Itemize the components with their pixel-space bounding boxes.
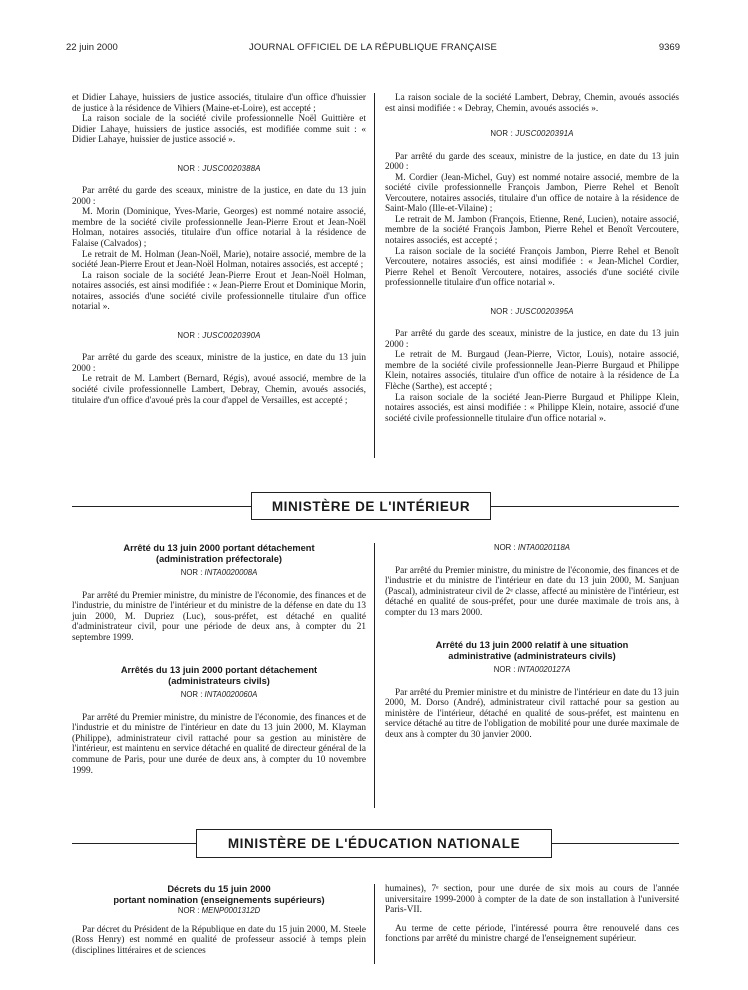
nor-reference xyxy=(72,906,366,917)
nor-code: INTA0020127A xyxy=(517,665,571,675)
nor-label: NOR : xyxy=(177,163,200,173)
paragraph: La raison sociale de la société civile professionnelle Noël Guittière et Didier Lahaye, huissiers de justice associés, est modifiée comme suit : « Didier Lahaye, huissier de justice associé ». xyxy=(72,114,366,146)
paragraph: humaines), 7ᵉ section, pour une durée de six mois au cours de l'année universitaire 1999-2000 à compter de la date de son installation à l'université Paris-VII. xyxy=(385,884,679,916)
paragraph: Par arrêté du Premier ministre, du ministre de l'économie, des finances et de l'industrie et du ministre de l'intérieur en date du 13 juin 2000, M. Klayman (Philippe), administrateur civil rattaché pour sa gestion au ministère de l'intérieur, est maintenu en service détaché en qualité de directeur général de la commune de Paris, pour une durée de deux ans, à compter du 10 novembre 1999. xyxy=(72,712,366,776)
interieur-left-column xyxy=(72,543,366,776)
nor-code: JUSC0020395A xyxy=(515,306,574,316)
nor-reference xyxy=(385,665,679,676)
paragraph: Par arrêté du Premier ministre, du ministre de l'économie, des finances et de l'industrie et du ministre de l'intérieur en date du 13 juin 2000, M. Sanjuan (Pascal), administrateur civil de 2ᵉ classe, affecté au ministère de l'intérieur, est détaché en qualité de sous-préfet, pour une durée maximale de trois ans, à compter du 13 mars 2000. xyxy=(385,565,679,618)
decree-heading-line: portant nomination (enseignements supérieurs) xyxy=(113,894,325,905)
paragraph: Par arrêté du garde des sceaux, ministre de la justice, en date du 13 juin 2000 : xyxy=(385,329,679,350)
paragraph: Par arrêté du garde des sceaux, ministre de la justice, en date du 13 juin 2000 : xyxy=(385,151,679,173)
paragraph: La raison sociale de la société François Jambon, Pierre Rehel et Benoît Vercoutere, notaires associés, est ainsi modifiée : « Jean-Michel Cordier, Pierre Rehel et Benoît Vercoutere, notaires, associés d'une société civile professionnelle titulaire d'un office notarial ». xyxy=(385,246,679,289)
decree-heading xyxy=(385,640,679,661)
nor-label: NOR : xyxy=(490,129,513,139)
decree-heading-line: Décrets du 15 juin 2000 xyxy=(167,884,271,894)
paragraph: Par arrêté du Premier ministre, du ministre de l'économie, des finances et de l'industrie, du ministre de l'intérieur et du ministre de la défense en date du 13 juin 2000, M. Dupriez (Luc), sous-préfet, est détaché en qualité d'administrateur civil, pour une période de deux ans, à compter du 21 septembre 1999. xyxy=(72,590,366,643)
nor-label: NOR : xyxy=(180,690,203,700)
nor-code: INTA0020060A xyxy=(204,690,258,700)
nor-reference xyxy=(72,568,366,579)
nor-label: NOR : xyxy=(493,665,516,675)
paragraph: Par arrêté du garde des sceaux, ministre de la justice, en date du 13 juin 2000 : xyxy=(72,353,366,374)
decree-heading-line: Arrêté du 13 juin 2000 relatif à une situation xyxy=(435,640,629,651)
paragraph: et Didier Lahaye, huissiers de justice associés, titulaire d'un office d'huissier de justice à la résidence de Vihiers (Maine-et-Loire), est accepté ; xyxy=(72,93,366,114)
nor-label: NOR : xyxy=(177,906,200,915)
paragraph: La raison sociale de la société Lambert, Debray, Chemin, avoués associés est ainsi modifiée : « Debray, Chemin, avoués associés ». xyxy=(385,93,679,114)
decree-heading xyxy=(72,665,366,686)
justice-right-column xyxy=(385,93,679,424)
education-left-column xyxy=(72,884,366,956)
column-divider xyxy=(374,543,375,808)
nor-code: JUSC0020388A xyxy=(202,163,261,173)
justice-left-column xyxy=(72,93,366,406)
ministry-heading-interieur: MINISTÈRE DE L'INTÉRIEUR xyxy=(251,492,491,520)
paragraph: M. Morin (Dominique, Yves-Marie, Georges) est nommé notaire associé, membre de la société civile professionnelle Jean-Pierre Erout et Jean-Noël Holman, notaires associés, titulaire d'un office notarial à la résidence de Falaise (Calvados) ; xyxy=(72,207,366,250)
paragraph: La raison sociale de la société Jean-Pierre Burgaud et Philippe Klein, notaires associés, est ainsi modifiée : « Philippe Klein, notaire, associé d'une société civile professionnelle titulaire d'un office notarial ». xyxy=(385,392,679,424)
nor-reference xyxy=(72,331,366,342)
nor-code: MENP0001312D xyxy=(201,906,261,915)
nor-label: NOR : xyxy=(180,568,203,577)
decree-heading-line: Arrêtés du 13 juin 2000 portant détachement xyxy=(120,665,318,676)
nor-reference xyxy=(385,129,679,140)
decree-heading xyxy=(72,884,366,905)
nor-code: INTA0020118A xyxy=(517,543,570,552)
column-divider xyxy=(374,884,375,964)
education-right-column xyxy=(385,884,679,945)
paragraph: Le retrait de M. Lambert (Bernard, Régis), avoué associé, membre de la société civile professionnelle Lambert, Debray, Chemin, avoués associés, titulaire d'un office d'avoué près la cour d'appel de Versailles, est accepté ; xyxy=(72,374,366,406)
paragraph: Le retrait de M. Burgaud (Jean-Pierre, Victor, Louis), notaire associé, membre de la société civile professionnelle Jean-Pierre Burgaud et Philippe Klein, notaires associés, titulaire d'un office de notaire à la résidence de La Flèche (Sarthe), est accepté ; xyxy=(385,350,679,393)
decree-heading-line: administrative (administrateurs civils) xyxy=(448,650,616,661)
paragraph: Par décret du Président de la République en date du 15 juin 2000, M. Steele (Ross Henry) est nommé en qualité de professeur associé à temps plein (disciplines littéraires et de sciences xyxy=(72,924,366,956)
nor-reference xyxy=(72,690,366,701)
nor-label: NOR : xyxy=(493,543,516,552)
column-divider xyxy=(374,93,375,458)
decree-heading xyxy=(72,543,366,564)
nor-reference xyxy=(385,543,679,554)
paragraph: Par arrêté du Premier ministre et du ministre de l'intérieur en date du 13 juin 2000, M. Dorso (André), administrateur civil rattaché pour sa gestion au ministère de l'intérieur, détaché en qualité de sous-préfet, est maintenu en service détaché au titre de l'obligation de mobilité pour une durée maximale de deux ans à compter du 30 janvier 2000. xyxy=(385,687,679,741)
decree-heading-line: (administrateurs civils) xyxy=(168,675,270,686)
paragraph: Le retrait de M. Holman (Jean-Noël, Marie), notaire associé, membre de la société Jean-Pierre Erout et Jean-Noël Holman, notaires associés, est accepté ; xyxy=(72,249,366,271)
decree-heading-line: (administration préfectorale) xyxy=(155,553,283,564)
nor-reference xyxy=(72,164,366,175)
decree-heading-line: Arrêté du 13 juin 2000 portant détachement xyxy=(123,543,315,553)
paragraph: La raison sociale de la société Jean-Pierre Erout et Jean-Noël Holman, notaires associés, est ainsi modifiée : « Jean-Pierre Erout et Dominique Morin, notaires, associés d'une société civile professionnelle titulaire d'un office notarial ». xyxy=(72,270,366,313)
paragraph: Par arrêté du garde des sceaux, ministre de la justice, en date du 13 juin 2000 : xyxy=(72,186,366,207)
nor-code: JUSC0020390A xyxy=(202,330,261,340)
nor-reference xyxy=(385,307,679,318)
nor-label: NOR : xyxy=(490,306,513,316)
ministry-heading-education: MINISTÈRE DE L'ÉDUCATION NATIONALE xyxy=(196,829,552,858)
nor-code: INTA0020008A xyxy=(204,568,258,577)
paragraph: Le retrait de M. Jambon (François, Etienne, René, Lucien), notaire associé, membre de la société François Jambon, Pierre Rehel et Benoît Vercoutere, notaires associés, est accepté ; xyxy=(385,214,679,247)
paragraph: Au terme de cette période, l'intéressé pourra être renouvelé dans ces fonctions par arrêté du ministre chargé de l'enseignement supérieur. xyxy=(385,923,679,945)
journal-title: JOURNAL OFFICIEL DE LA RÉPUBLIQUE FRANÇAISE xyxy=(248,42,498,53)
interieur-right-column xyxy=(385,543,679,741)
running-header xyxy=(66,42,680,56)
nor-label: NOR : xyxy=(177,330,200,340)
page-number: 9369 xyxy=(658,42,680,53)
paragraph: M. Cordier (Jean-Michel, Guy) est nommé notaire associé, membre de la société civile professionnelle François Jambon, Pierre Rehel et Benoît Vercoutere, notaires associés, titulaire d'un office de notaire à la résidence de Saint-Malo (Ille-et-Vilaine) ; xyxy=(385,172,679,215)
header-date: 22 juin 2000 xyxy=(66,42,118,53)
nor-code: JUSC0020391A xyxy=(515,129,574,139)
